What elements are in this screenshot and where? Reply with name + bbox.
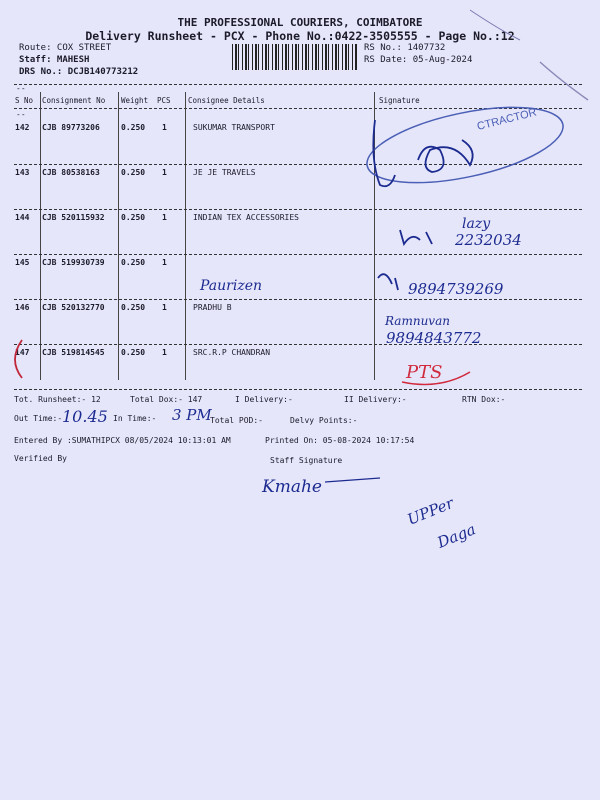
company-title: THE PROFESSIONAL COURIERS, COIMBATORE xyxy=(177,16,423,29)
row-consignment: CJB 80538163 xyxy=(42,168,100,177)
row-pcs: 1 xyxy=(162,303,167,312)
row-consignment: CJB 520132770 xyxy=(42,303,105,312)
row-consignment: CJB 519814545 xyxy=(42,348,105,357)
col-sno: S No xyxy=(15,96,34,105)
row-pcs: 1 xyxy=(162,258,167,267)
row-weight: 0.250 xyxy=(121,303,146,312)
verified-by: Verified By xyxy=(14,454,67,463)
stamp-text: CTRACTOR xyxy=(475,106,538,133)
drs-number: DRS No.: DCJB140773212 xyxy=(19,67,139,77)
in-time-handwritten: 3 PM xyxy=(172,406,212,424)
row-weight: 0.250 xyxy=(121,258,146,267)
entered-by: Entered By :SUMATHIPCX 08/05/2024 10:13:01 AM xyxy=(14,436,231,445)
red-bracket xyxy=(15,340,22,378)
row-weight: 0.250 xyxy=(121,348,146,357)
row144-handwriting-a: lazy xyxy=(462,216,491,232)
signature-stroke xyxy=(378,274,398,290)
staff-signature-handwritten: Kmahe xyxy=(262,477,322,497)
route-label: Route: COX STREET xyxy=(19,43,112,53)
delvy-points: Delvy Points:- xyxy=(290,416,358,425)
signature-stroke xyxy=(325,478,380,482)
printed-on: Printed On: 05-08-2024 10:17:54 xyxy=(265,436,415,445)
row-sno: 147 xyxy=(15,348,30,357)
row-sno: 144 xyxy=(15,213,30,222)
dash-mark: -- xyxy=(16,110,26,119)
row147-mark: PTS xyxy=(406,362,443,383)
staff-signature-label: Staff Signature xyxy=(270,456,343,465)
row-weight: 0.250 xyxy=(121,213,146,222)
out-time: Out Time:- xyxy=(14,414,63,423)
corner-mark xyxy=(470,10,520,40)
row144-handwriting-b: 2232034 xyxy=(455,231,522,249)
ii-delivery: II Delivery:- xyxy=(344,395,407,404)
i-delivery: I Delivery:- xyxy=(235,395,293,404)
out-time-handwritten: 10.45 xyxy=(62,407,108,426)
row-consignee: SUKUMAR TRANSPORT xyxy=(193,123,275,132)
signature-stroke xyxy=(418,140,473,172)
tot-runsheet: Tot. Runsheet:- 12 xyxy=(14,395,101,404)
row-consignment: CJB 89773206 xyxy=(42,123,100,132)
total-dox: Total Dox:- 147 xyxy=(130,395,203,404)
row146-name: Ramnuvan xyxy=(385,314,450,328)
row-pcs: 1 xyxy=(162,123,167,132)
row-consignee: SRC.R.P CHANDRAN xyxy=(193,348,271,357)
row-weight: 0.250 xyxy=(121,168,146,177)
dash-mark: -- xyxy=(16,84,26,93)
col-signature: Signature xyxy=(379,96,420,105)
row145-phone: 9894739269 xyxy=(408,280,504,298)
row-sno: 142 xyxy=(15,123,30,132)
rtn-dox: RTN Dox:- xyxy=(462,395,506,404)
row-pcs: 1 xyxy=(162,348,167,357)
col-consignment: Consignment No xyxy=(42,96,106,105)
row145-name: Paurizen xyxy=(200,278,263,294)
row-consignment: CJB 520115932 xyxy=(42,213,105,222)
rs-date: RS Date: 05-Aug-2024 xyxy=(364,55,473,65)
signature-stroke xyxy=(373,120,395,186)
row146-phone: 9894843772 xyxy=(386,329,482,347)
signature-stroke xyxy=(400,230,432,244)
row-sno: 143 xyxy=(15,168,30,177)
row-sno: 145 xyxy=(15,258,30,267)
rs-number: RS No.: 1407732 xyxy=(364,43,446,53)
row-sno: 146 xyxy=(15,303,30,312)
col-pcs: PCS xyxy=(157,96,171,105)
row-consignee: INDIAN TEX ACCESSORIES xyxy=(193,213,299,222)
col-consignee: Consignee Details xyxy=(188,96,265,105)
staff-label: Staff: MAHESH xyxy=(19,55,90,65)
col-weight: Weight xyxy=(121,96,149,105)
total-pod: Total POD:- xyxy=(210,416,263,425)
row-consignee: JE JE TRAVELS xyxy=(193,168,256,177)
row-consignee: PRADHU B xyxy=(193,303,232,312)
row-consignment: CJB 519930739 xyxy=(42,258,105,267)
in-time: In Time:- xyxy=(113,414,157,423)
row-pcs: 1 xyxy=(162,168,167,177)
note-handwriting-b: Daga xyxy=(434,520,479,552)
runsheet-title: Delivery Runsheet - PCX - Phone No.:0422-3505555 - Page No.:12 xyxy=(85,29,515,43)
row-pcs: 1 xyxy=(162,213,167,222)
note-handwriting-a: UPPer xyxy=(404,493,457,529)
corner-mark xyxy=(540,62,588,100)
row-weight: 0.250 xyxy=(121,123,146,132)
